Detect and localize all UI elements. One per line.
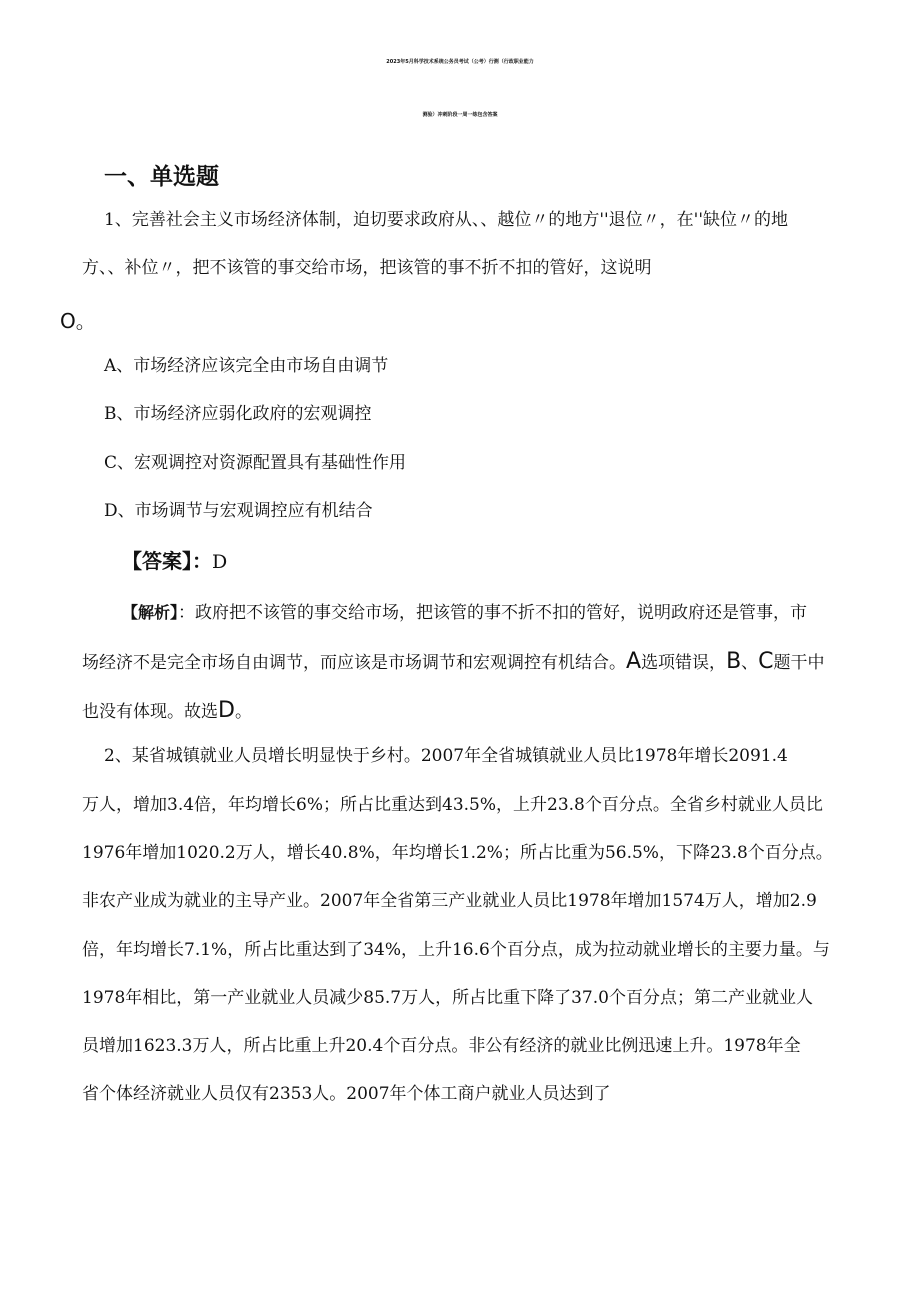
question-2-line-2: 万人，增加3.4倍，年均增长6%；所占比重达到43.5%，上升23.8个百分点。全省乡村就业人员比 [82, 795, 823, 815]
answer-row [122, 551, 227, 572]
analysis-option-a: A [626, 649, 642, 674]
answer-label: 【答案】： [122, 549, 212, 573]
question-2-line-3: 1976年增加1020.2万人，增长40.8%，年均增长1.2%；所占比重为56.5%，下降23.8个百分点。 [82, 843, 833, 863]
analysis-label: 【解析】 [122, 603, 179, 622]
analysis-option-b: B [726, 649, 742, 674]
option-a: A、市场经济应该完全由市场自由调节 [104, 356, 389, 376]
analysis-line-3 [82, 700, 252, 722]
question-2-line-6: 1978年相比，第一产业就业人员减少85.7万人，所占比重下降了37.0个百分点；第二产业就业人 [82, 988, 813, 1008]
section-heading: 一、单选题 [104, 164, 219, 190]
option-c: C、宏观调控对资源配置具有基础性作用 [104, 453, 407, 473]
analysis-text-2e: 、 [741, 653, 759, 673]
analysis-text-2a: 场经济不是完全市场自由调节，而应该是市场调节和宏观调控有机结合。 [82, 653, 626, 673]
analysis-option-c: C [758, 649, 774, 674]
analysis-text-2g: 题干中 [773, 653, 825, 673]
question-2-line-8: 省个体经济就业人员仅有2353人。2007年个体工商户就业人员达到了 [82, 1084, 611, 1104]
question-1-line-2: 方、、补位〃，把不该管的事交给市场，把该管的事不折不扣的管好，这说明 [82, 258, 652, 278]
question-2-line-7: 员增加1623.3万人，所占比重上升20.4个百分点。非公有经济的就业比例迅速上升。1978年全 [82, 1036, 801, 1056]
option-d: D、市场调节与宏观调控应有机结合 [104, 501, 373, 521]
analysis-line-2 [82, 651, 825, 673]
question-1-line-1: 1、完善社会主义市场经济体制，迫切要求政府从、、越位〃的地方''退位〃，在''缺位〃的地 [104, 210, 789, 230]
answer-value: D [212, 551, 228, 573]
option-b: B、市场经济应弱化政府的宏观调控 [104, 404, 372, 424]
analysis-text-2c: 选项错误， [641, 653, 727, 673]
analysis-option-d: D [218, 698, 235, 723]
document-title-line-2: 测验）冲刺阶段一周一练包含答案 [422, 112, 498, 118]
question-2-line-1: 2、某省城镇就业人员增长明显快于乡村。2007年全省城镇就业人员比1978年增长2091.4 [104, 746, 788, 766]
analysis-text-3c: 。 [234, 702, 252, 722]
analysis-text-1: ：政府把不该管的事交给市场，把该管的事不折不扣的管好，说明政府还是管事，市 [178, 603, 808, 623]
document-title-line-1: 2023年5月科学技术系统公务员考试（公考）行测（行政职业能力 [386, 59, 534, 65]
analysis-text-3a: 也没有体现。故选 [82, 702, 218, 722]
question-1-blank: O。 [60, 309, 96, 333]
question-2-line-4: 非农产业成为就业的主导产业。2007年全省第三产业就业人员比1978年增加1574万人，增加2.9 [82, 891, 817, 911]
question-2-line-5: 倍，年均增长7.1%，所占比重达到了34%，上升16.6个百分点，成为拉动就业增长的主要力量。与 [82, 940, 830, 960]
analysis-line-1 [122, 605, 807, 622]
